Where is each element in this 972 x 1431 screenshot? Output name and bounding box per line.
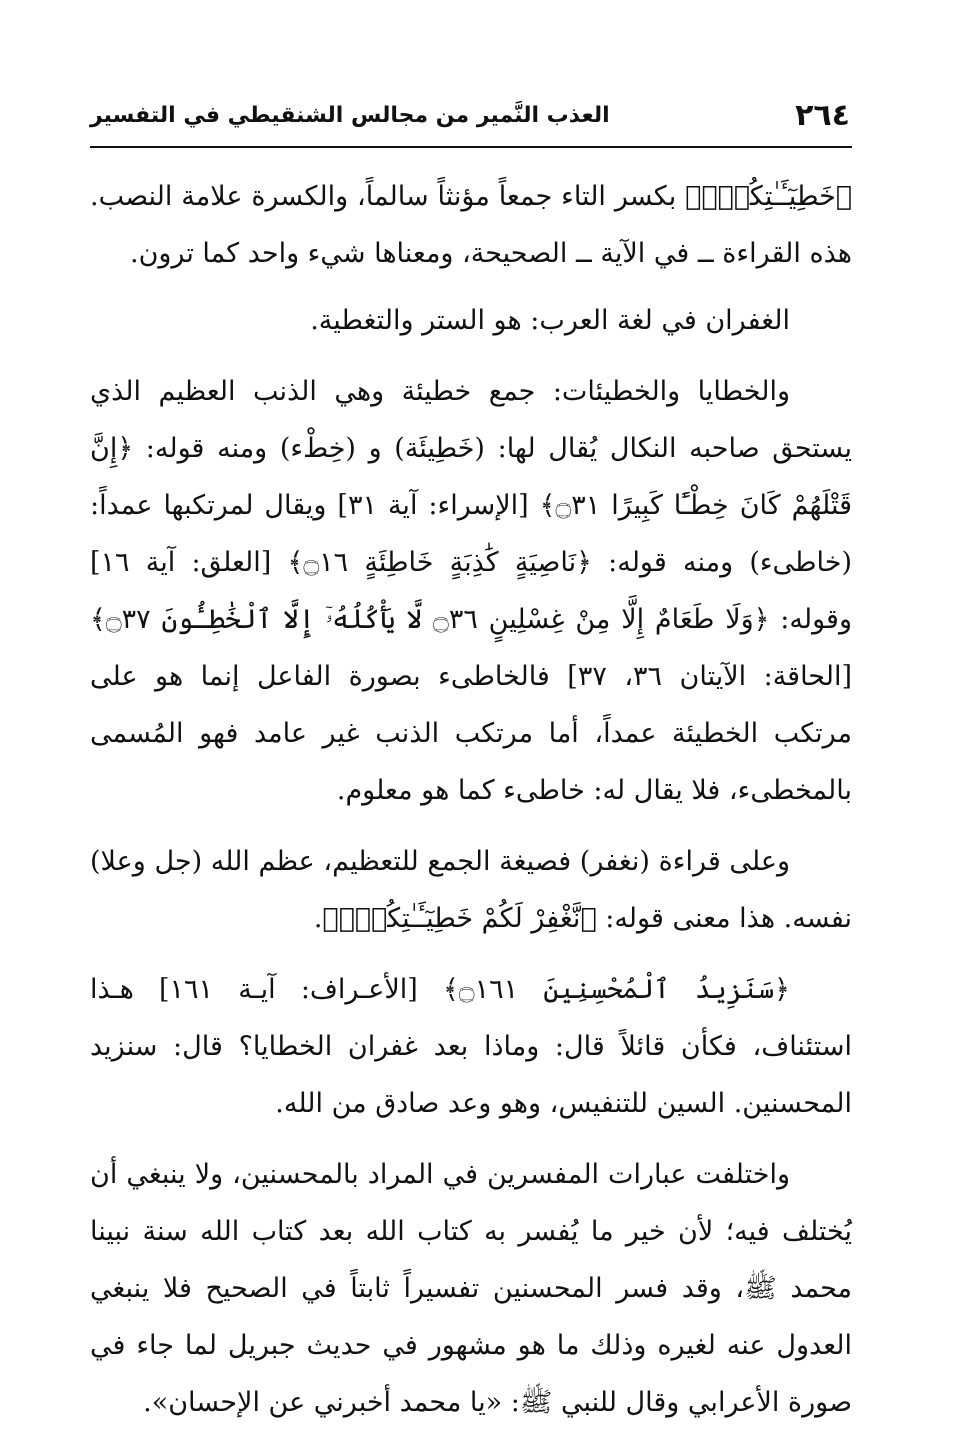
paragraph-4: وعلى قراءة (نغفر) فصيغة الجمع للتعظيم، عظم الله (جل وعلا) نفسه. هذا معنى قوله: ﴿نَّغْفِرْ لَكُمْ خَطِيٓـَٔـٰتِكُمْۚ﴾. bbox=[90, 846, 852, 934]
header-divider bbox=[90, 146, 852, 148]
paragraph-1: ﴿خَطِيٓـَٔـٰتِكُمْۚ﴾ بكسر التاء جمعاً مؤنثاً سالماً، والكسرة علامة النصب. هذه القراءة ــ في الآية ــ الصحيحة، ومعناها شيء واحد كما ترون. bbox=[90, 181, 852, 269]
paragraph-3: والخطايا والخطيئات: جمع خطيئة وهي الذنب العظيم الذي يستحق صاحبه النكال يُقال لها: (خَطِيئَة) و (خِطْء) ومنه قوله: ﴿إِنَّ قَتْلَهُمْ كَانَ خِطْـًٔا كَبِيرًا ۝٣١﴾ [الإسراء: آية ٣١] ويقال لمرتكبها عمداً: (خاطىء) ومنه قوله: ﴿نَاصِيَةٍ كَٰذِبَةٍ خَاطِئَةٍ ۝١٦﴾ [العلق: آية ١٦] وقوله: ﴿وَلَا طَعَامٌ إِلَّا مِنْ غِسْلِينٍ ۝٣٦ لَّا يَأْكُلُهُۥٓ إِلَّا ٱلْخَٰطِـُٔونَ ۝٣٧﴾ [الحاقة: الآيتان ٣٦، ٣٧] فالخاطىء بصورة الفاعل إنما هو على مرتكب الخطيئة عمداً، أما مرتكب الذنب غير عامد فهو المُسمى بالمخطىء، فلا يقال له: خاطىء كما هو معلوم. bbox=[90, 376, 853, 806]
paragraph-2: الغفران في لغة العرب: هو الستر والتغطية. bbox=[310, 305, 790, 336]
paragraph-6: واختلفت عبارات المفسرين في المراد بالمحسنين، ولا ينبغي أن يُختلف فيه؛ لأن خير ما يُفسر به كتاب الله بعد كتاب الله سنة نبينا محمد ﷺ، وقد فسر المحسنين تفسيراً ثابتاً في الصحيح فلا ينبغي العدول عنه لغيره وذلك ما هو مشهور في حديث جبريل لما جاء في صورة الأعرابي وقال للنبي ﷺ: «يا محمد أخبرني عن الإحسان». bbox=[90, 1159, 852, 1418]
page-number: ٢٦٤ bbox=[795, 98, 850, 133]
page-header bbox=[90, 96, 850, 146]
page-body bbox=[90, 168, 853, 1418]
paragraph-5: ﴿سَنَزِيدُ ٱلْمُحْسِنِينَ ۝١٦١﴾ [الأعـراف: آيـة ١٦١] هـذا استئناف، فكأن قائلاً قال: وماذا بعد غفران الخطايا؟ قال: سنزيد المحسنين. السين للتنفيس، وهو وعد صادق من الله. bbox=[90, 974, 852, 1119]
running-title: العذب النَّمير من مجالس الشنقيطي في التفسير bbox=[90, 103, 610, 128]
